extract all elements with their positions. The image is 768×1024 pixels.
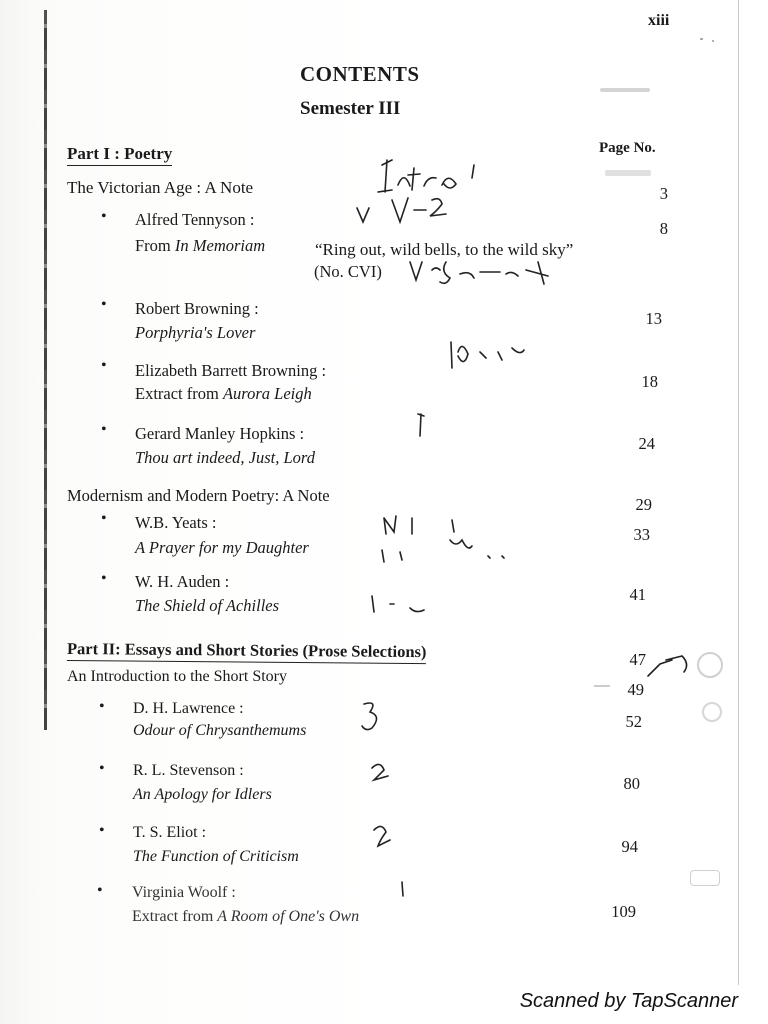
- list-bullet: •: [99, 822, 105, 839]
- part2-heading: Part II: Essays and Short Stories (Prose Selections): [67, 639, 427, 664]
- list-bullet: •: [101, 421, 107, 438]
- page-ref: 52: [625, 712, 642, 731]
- scanner-watermark: Scanned by TapScanner: [519, 990, 738, 1012]
- short-story-intro: An Introduction to the Short Story: [67, 668, 287, 685]
- work-title: Thou art indeed, Just, Lord: [135, 448, 315, 467]
- page-number: xiii: [648, 12, 670, 29]
- page-ref: 80: [623, 774, 640, 793]
- list-bullet: •: [99, 760, 105, 777]
- page-ref: 94: [621, 837, 638, 856]
- work-title: The Shield of Achilles: [135, 596, 280, 615]
- list-bullet: •: [101, 208, 107, 225]
- page-ref: 24: [638, 434, 655, 453]
- page-ref: 49: [627, 680, 644, 699]
- author-name: R. L. Stevenson :: [133, 762, 244, 779]
- work-title: The Function of Criticism: [133, 848, 299, 865]
- page-ref: 41: [629, 585, 646, 604]
- list-bullet: •: [97, 882, 103, 899]
- part1-heading: Part I : Poetry: [67, 144, 172, 166]
- author-name: Robert Browning :: [135, 299, 259, 318]
- contents-title: CONTENTS: [300, 62, 420, 86]
- semester-heading: Semester III: [300, 98, 401, 119]
- page-ref: 18: [641, 372, 658, 391]
- poem-first-line: “Ring out, wild bells, to the wild sky”: [315, 240, 574, 259]
- author-name: T. S. Eliot :: [133, 824, 207, 841]
- page-ref: 8: [659, 219, 668, 238]
- page-ref: 33: [633, 525, 650, 544]
- work-title: Extract from A Room of One's Own: [132, 908, 360, 925]
- page-ref: 47: [629, 650, 646, 669]
- list-bullet: •: [101, 510, 107, 527]
- page-ref: 109: [611, 902, 636, 921]
- modernism-note: Modernism and Modern Poetry: A Note: [67, 486, 330, 505]
- page-ref: 29: [635, 495, 652, 514]
- work-title: Extract from Aurora Leigh: [135, 384, 312, 403]
- author-name: W. H. Auden :: [135, 572, 230, 591]
- page-ref: 3: [659, 184, 668, 203]
- list-bullet: •: [101, 570, 107, 587]
- page-no-label: Page No.: [599, 140, 656, 156]
- work-title: An Apology for Idlers: [133, 786, 272, 803]
- author-name: W.B. Yeats :: [135, 513, 217, 532]
- page-ref: 13: [645, 309, 662, 328]
- work-title: A Prayer for my Daughter: [135, 538, 309, 557]
- poem-number: (No. CVI): [314, 262, 382, 281]
- author-name: Alfred Tennyson :: [135, 210, 255, 229]
- author-name: Gerard Manley Hopkins :: [135, 424, 305, 443]
- author-name: Virginia Woolf :: [132, 884, 236, 901]
- work-title: From In Memoriam: [135, 236, 266, 255]
- victorian-note: The Victorian Age : A Note: [67, 178, 254, 197]
- author-name: Elizabeth Barrett Browning :: [135, 361, 327, 380]
- list-bullet: •: [99, 698, 105, 715]
- work-title: Odour of Chrysanthemums: [133, 722, 307, 739]
- list-bullet: •: [101, 357, 107, 374]
- work-title: Porphyria's Lover: [135, 323, 256, 342]
- list-bullet: •: [101, 296, 107, 313]
- author-name: D. H. Lawrence :: [133, 700, 244, 717]
